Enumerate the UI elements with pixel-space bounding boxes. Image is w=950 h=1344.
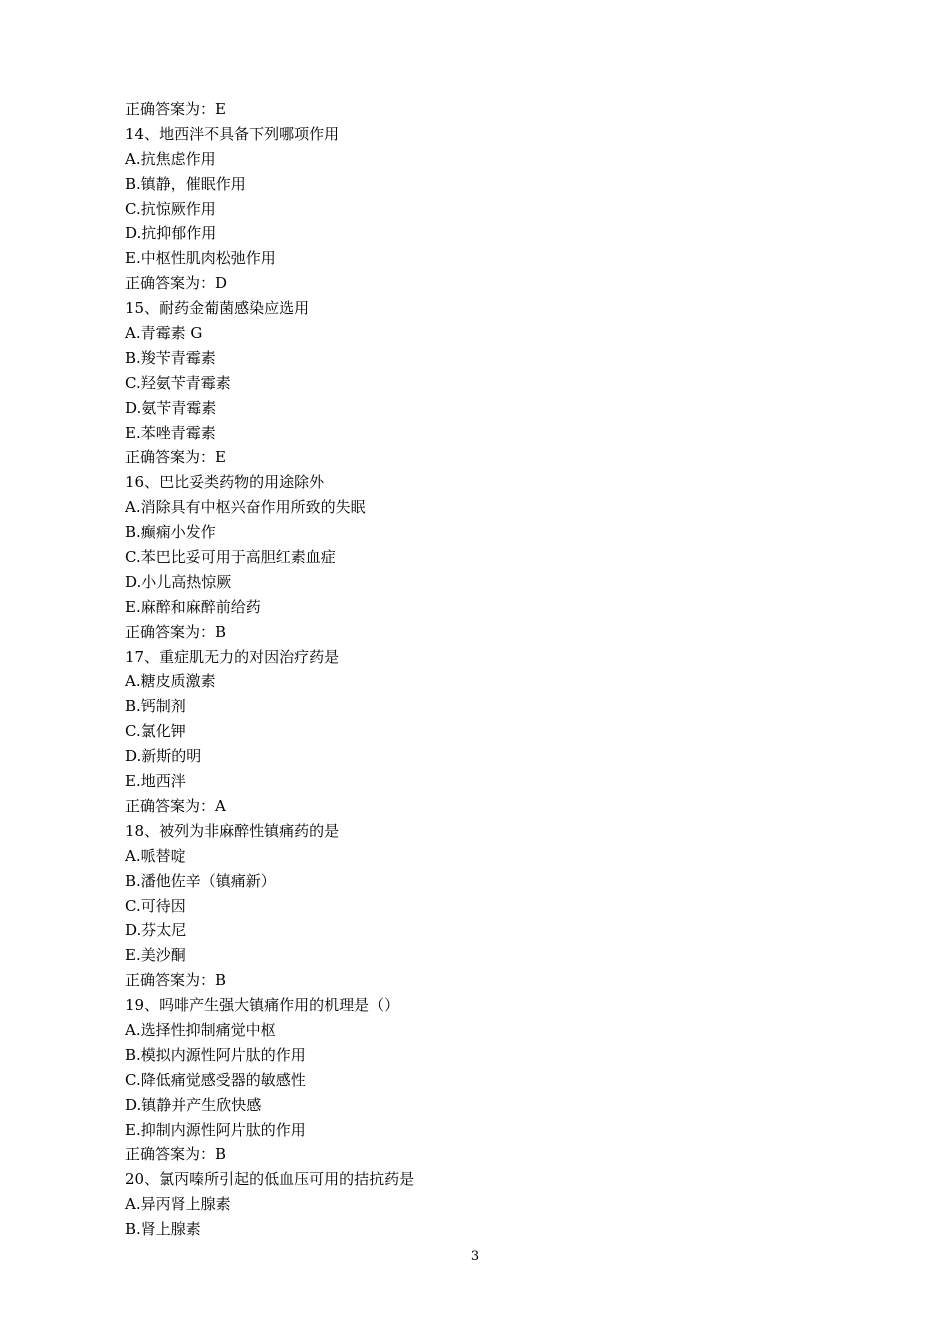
option-line: E.麻醉和麻醉前给药 [125,597,261,616]
question-line: 15、耐药金葡菌感染应选用 [125,299,310,318]
option-line: E.地西泮 [125,772,186,791]
option-line: C.可待因 [125,896,186,915]
option-line: C.抗惊厥作用 [125,199,216,218]
option-line: D.抗抑郁作用 [125,224,217,243]
option-line: E.苯唑青霉素 [125,423,216,442]
option-line: B.镇静，催眠作用 [125,174,246,193]
question-line: 16、巴比妥类药物的用途除外 [125,473,325,492]
question-line: 19、吗啡产生强大镇痛作用的机理是（） [125,996,400,1015]
page-number: 3 [470,1249,480,1264]
option-line: A.异丙肾上腺素 [125,1195,231,1214]
option-line: B.羧苄青霉素 [125,348,216,367]
option-line: E.中枢性肌肉松弛作用 [125,249,276,268]
option-line: C.苯巴比妥可用于高胆红素血症 [125,548,336,567]
answer-line: 正确答案为：B [125,1145,227,1164]
option-line: B.肾上腺素 [125,1220,201,1239]
option-line: A.抗焦虑作用 [125,149,216,168]
option-line: A.哌替啶 [125,846,186,865]
question-line: 17、重症肌无力的对因治疗药是 [125,647,340,666]
option-line: A.青霉素 G [125,324,203,343]
answer-line: 正确答案为：B [125,622,227,641]
option-line: C.降低痛觉感受器的敏感性 [125,1070,306,1089]
option-line: A.消除具有中枢兴奋作用所致的失眠 [125,498,366,517]
answer-line: 正确答案为：E [125,100,226,118]
option-line: E.抑制内源性阿片肽的作用 [125,1120,306,1139]
question-line: 14、地西泮不具备下列哪项作用 [125,124,340,143]
option-line: B.模拟内源性阿片肽的作用 [125,1045,306,1064]
option-line: E.美沙酮 [125,946,186,965]
option-line: D.新斯的明 [125,747,202,766]
option-line: C.氯化钾 [125,722,186,741]
option-line: A.糖皮质激素 [125,672,216,691]
option-line: D.氨苄青霉素 [125,398,217,417]
option-line: A.选择性抑制痛觉中枢 [125,1020,276,1039]
option-line: B.钙制剂 [125,697,186,716]
option-line: D.镇静并产生欣快感 [125,1095,262,1114]
option-line: B.潘他佐辛（镇痛新） [125,871,276,890]
answer-line: 正确答案为：A [125,796,226,815]
answer-line: 正确答案为：D [125,274,228,293]
answer-line: 正确答案为：E [125,448,226,467]
option-line: C.羟氨苄青霉素 [125,373,231,392]
question-line: 18、被列为非麻醉性镇痛药的是 [125,821,340,840]
document-body [125,97,825,1242]
question-line: 20、氯丙嗪所引起的低血压可用的拮抗药是 [125,1170,415,1189]
answer-line: 正确答案为：B [125,971,227,990]
option-line: B.癫痫小发作 [125,523,216,542]
option-line: D.小儿高热惊厥 [125,572,232,591]
option-line: D.芬太尼 [125,921,187,940]
